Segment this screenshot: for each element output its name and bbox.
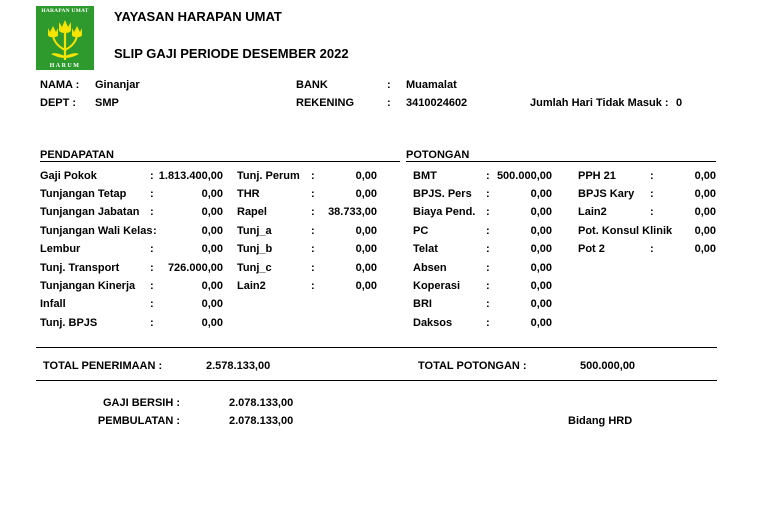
pot5-value: 0,00 xyxy=(530,243,552,255)
pot6-label: Absen xyxy=(413,262,447,274)
pend6-value: 726.000,00 xyxy=(167,262,223,274)
absen-label: Jumlah Hari Tidak Masuk : xyxy=(530,97,669,109)
pot7-colon: : xyxy=(486,280,490,292)
pot5-colon: : xyxy=(486,243,490,255)
dept-label: DEPT : xyxy=(40,97,77,109)
pend2-6-colon: : xyxy=(311,262,315,274)
pend2-1-value: 0,00 xyxy=(355,170,377,182)
pend9-colon: : xyxy=(150,317,154,329)
pot5-label: Telat xyxy=(413,243,438,255)
pend2-5-label: Tunj_b xyxy=(237,243,273,255)
pot2-label: BPJS. Pers xyxy=(413,188,472,200)
pend2-2-label: THR xyxy=(237,188,260,200)
pend7-colon: : xyxy=(150,280,154,292)
pot2-4-label: Pot. Konsul Klinik xyxy=(578,225,673,237)
pot2-2-colon: : xyxy=(650,188,654,200)
pend1-colon: : xyxy=(150,170,154,182)
hrd-signature-label: Bidang HRD xyxy=(568,415,633,427)
pend2-6-value: 0,00 xyxy=(355,262,377,274)
total-penerimaan-value: 2.578.133,00 xyxy=(206,360,271,372)
pot2-colon: : xyxy=(486,188,490,200)
bank-label: BANK xyxy=(296,79,328,91)
absen-value: 0 xyxy=(676,97,683,109)
pend6-colon: : xyxy=(150,262,154,274)
rekening-colon: : xyxy=(387,97,391,109)
pot4-value: 0,00 xyxy=(530,225,552,237)
pend2-2-value: 0,00 xyxy=(355,188,377,200)
pend9-label: Tunj. BPJS xyxy=(40,317,98,329)
pot2-5-label: Pot 2 xyxy=(578,243,605,255)
pend5-value: 0,00 xyxy=(201,243,223,255)
pend2-4-label: Tunj_a xyxy=(237,225,272,237)
nama-value: Ginanjar xyxy=(95,79,140,91)
pot9-value: 0,00 xyxy=(530,317,552,329)
pend7-label: Tunjangan Kinerja xyxy=(40,280,136,292)
pot2-4-value: 0,00 xyxy=(694,225,716,237)
nama-label: NAMA : xyxy=(40,79,80,91)
pot9-label: Daksos xyxy=(413,317,453,329)
pend2-colon: : xyxy=(150,188,154,200)
pend2-1-colon: : xyxy=(311,170,315,182)
pend2-1-label: Tunj. Perum xyxy=(237,170,300,182)
total-potongan-label: TOTAL POTONGAN : xyxy=(418,360,527,372)
pend1-label: Gaji Pokok xyxy=(40,170,97,182)
pend2-3-label: Rapel xyxy=(237,206,267,218)
pot6-value: 0,00 xyxy=(530,262,552,274)
pend2-7-label: Lain2 xyxy=(237,280,266,292)
pend2-value: 0,00 xyxy=(201,188,223,200)
logo-bottom-text: HARUM xyxy=(49,63,81,69)
pot4-colon: : xyxy=(486,225,490,237)
logo-top-text: HARAPAN UMAT xyxy=(41,8,89,14)
pot2-value: 0,00 xyxy=(530,188,552,200)
pend3-colon: : xyxy=(150,206,154,218)
gaji-bersih-value: 2.078.133,00 xyxy=(229,397,294,409)
org-name: YAYASAN HARAPAN UMAT xyxy=(114,9,282,24)
pot3-label: Biaya Pend. xyxy=(413,206,476,218)
pend8-label: Infall xyxy=(40,298,66,310)
pend2-3-colon: : xyxy=(311,206,315,218)
total-penerimaan-label: TOTAL PENERIMAAN : xyxy=(43,360,163,372)
pend5-label: Lembur xyxy=(40,243,81,255)
pend2-7-value: 0,00 xyxy=(355,280,377,292)
pend5-colon: : xyxy=(150,243,154,255)
pend2-7-colon: : xyxy=(311,280,315,292)
pot2-3-value: 0,00 xyxy=(694,206,716,218)
pot2-2-value: 0,00 xyxy=(694,188,716,200)
pend2-3-value: 38.733,00 xyxy=(328,206,377,218)
rekening-value: 3410024602 xyxy=(406,97,468,109)
total-potongan-value: 500.000,00 xyxy=(580,360,636,372)
pot7-label: Koperasi xyxy=(413,280,461,292)
slip-title: SLIP GAJI PERIODE DESEMBER 2022 xyxy=(114,46,349,61)
pembulatan-label: PEMBULATAN : xyxy=(97,415,180,427)
pot2-5-colon: : xyxy=(650,243,654,255)
pend3-label: Tunjangan Jabatan xyxy=(40,206,140,218)
pend1-value: 1.813.400,00 xyxy=(158,170,223,182)
pend2-label: Tunjangan Tetap xyxy=(40,188,127,200)
pot8-colon: : xyxy=(486,298,490,310)
pot3-value: 0,00 xyxy=(530,206,552,218)
pot2-1-value: 0,00 xyxy=(694,170,716,182)
gaji-bersih-label: GAJI BERSIH : xyxy=(102,397,180,409)
totals-bottom-divider xyxy=(36,380,717,381)
pot9-colon: : xyxy=(486,317,490,329)
pendapatan-divider xyxy=(40,161,400,162)
pend7-value: 0,00 xyxy=(201,280,223,292)
pot2-3-colon: : xyxy=(650,206,654,218)
pend8-value: 0,00 xyxy=(201,298,223,310)
pend4-label: Tunjangan Wali Kelas xyxy=(40,225,153,237)
pot2-3-label: Lain2 xyxy=(578,206,607,218)
pot4-label: PC xyxy=(413,225,429,237)
pend9-value: 0,00 xyxy=(201,317,223,329)
potongan-title: POTONGAN xyxy=(406,149,470,161)
pend8-colon: : xyxy=(150,298,154,310)
pend2-2-colon: : xyxy=(311,188,315,200)
pend2-5-value: 0,00 xyxy=(355,243,377,255)
pend3-value: 0,00 xyxy=(201,206,223,218)
tulip-icon xyxy=(45,16,85,60)
dept-value: SMP xyxy=(95,97,119,109)
pot2-1-label: PPH 21 xyxy=(578,170,616,182)
pend2-4-colon: : xyxy=(311,225,315,237)
pot7-value: 0,00 xyxy=(530,280,552,292)
pot8-value: 0,00 xyxy=(530,298,552,310)
pendapatan-title: PENDAPATAN xyxy=(40,149,114,161)
pot6-colon: : xyxy=(486,262,490,274)
logo xyxy=(36,6,94,70)
pot2-2-label: BPJS Kary xyxy=(578,188,635,200)
pot3-colon: : xyxy=(486,206,490,218)
pot2-1-colon: : xyxy=(650,170,654,182)
rekening-label: REKENING xyxy=(296,97,355,109)
pend2-4-value: 0,00 xyxy=(355,225,377,237)
pembulatan-value: 2.078.133,00 xyxy=(229,415,294,427)
pot1-label: BMT xyxy=(413,170,437,182)
pend6-label: Tunj. Transport xyxy=(40,262,120,274)
pot1-colon: : xyxy=(486,170,490,182)
bank-value: Muamalat xyxy=(406,79,457,91)
pend2-6-label: Tunj_c xyxy=(237,262,272,274)
pend4-value: 0,00 xyxy=(201,225,223,237)
bank-colon: : xyxy=(387,79,391,91)
pot8-label: BRI xyxy=(413,298,432,310)
potongan-divider xyxy=(406,161,716,162)
totals-top-divider xyxy=(36,347,717,348)
pot1-value: 500.000,00 xyxy=(496,170,552,182)
pot2-5-value: 0,00 xyxy=(694,243,716,255)
pend2-5-colon: : xyxy=(311,243,315,255)
pend4-colon: : xyxy=(153,225,157,237)
